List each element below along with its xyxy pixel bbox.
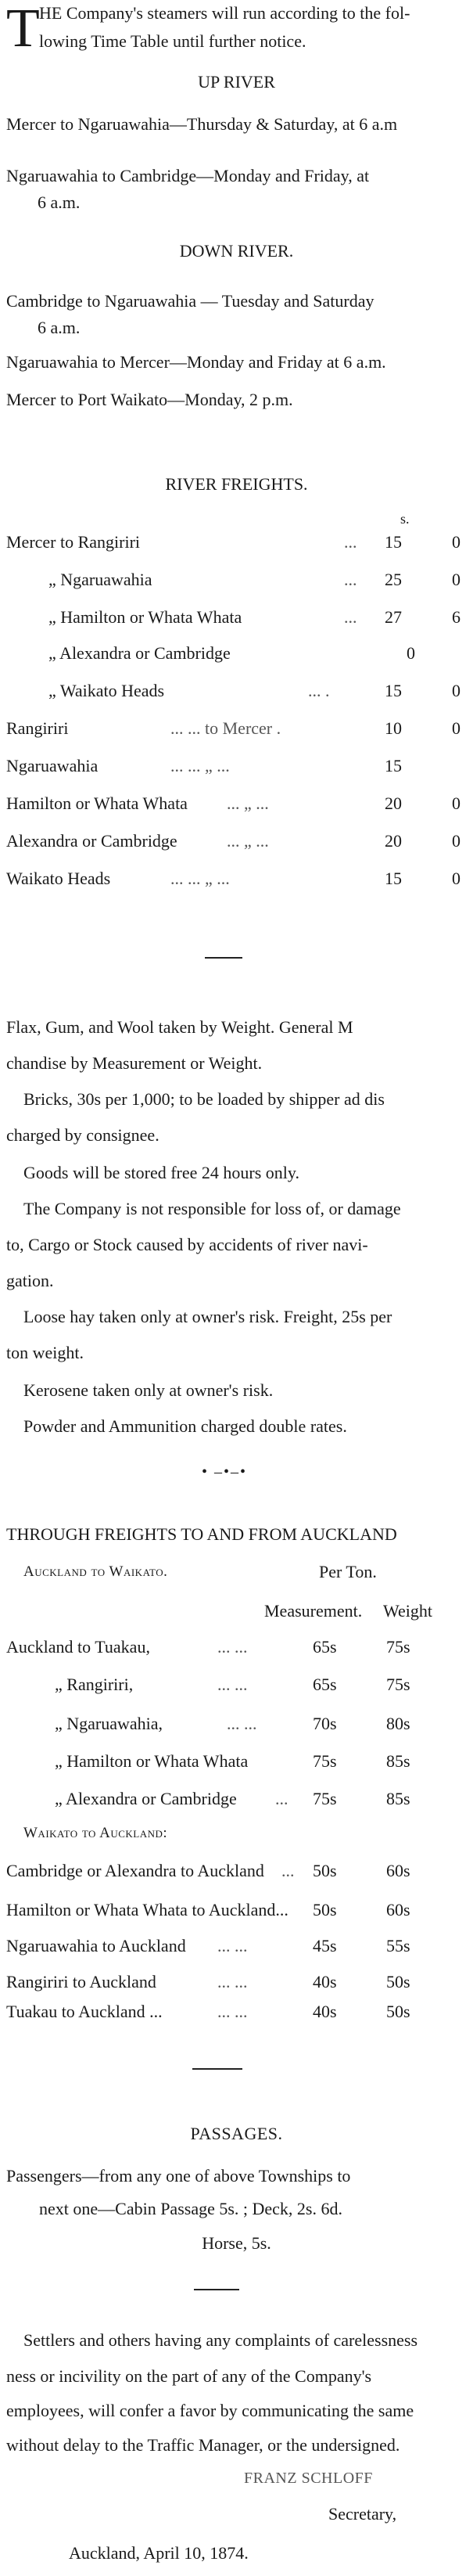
- passages-heading: PASSAGES.: [190, 2124, 283, 2143]
- leader-dots: ... .: [308, 681, 330, 700]
- notice-line: Bricks, 30s per 1,000; to be loaded by shipper ad dis: [23, 1089, 385, 1109]
- notice-line: Goods will be stored free 24 hours only.: [23, 1163, 299, 1182]
- leader-dots: ... ...: [227, 1714, 257, 1733]
- freight-value: 25: [385, 570, 402, 589]
- leader-dots: ...: [344, 570, 357, 589]
- measurement-column-header: Measurement.: [264, 1601, 363, 1621]
- route-label: Alexandra or Cambridge: [6, 831, 177, 851]
- leader-dots: ... „ ...: [227, 793, 269, 813]
- route-label: Rangiriri: [6, 718, 69, 738]
- route-label: Waikato Heads: [6, 869, 111, 888]
- notice-line: The Company is not responsible for loss of, or damage: [23, 1199, 401, 1218]
- leader-dots: ... ...: [217, 1675, 248, 1694]
- down-river-heading: DOWN RIVER.: [179, 241, 294, 261]
- through-freights-heading: THROUGH FREIGHTS TO AND FROM AUCKLAND: [6, 1524, 397, 1544]
- complaint-line: without delay to the Traffic Manager, or the undersigned.: [6, 2435, 400, 2455]
- passage-line: Horse, 5s.: [202, 2233, 271, 2253]
- waikato-to-auckland-subheading: Waikato to Auckland:: [23, 1825, 168, 1841]
- route-label: Tuakau to Auckland ...: [6, 2002, 163, 2021]
- section-rule: [194, 2289, 239, 2290]
- route-label: Hamilton or Whata Whata: [6, 793, 188, 813]
- measurement-rate: 65s: [313, 1637, 337, 1657]
- freight-end: 0: [452, 681, 460, 700]
- leader-dots: ...: [281, 1861, 295, 1880]
- weight-rate: 55s: [386, 1936, 410, 1955]
- freight-value: 15: [385, 869, 402, 888]
- route-label: Cambridge or Alexandra to Auckland: [6, 1861, 264, 1880]
- notice-line: ton weight.: [6, 1343, 84, 1362]
- weight-rate: 80s: [386, 1714, 410, 1733]
- weight-rate: 60s: [386, 1861, 410, 1880]
- ornament-divider: • –•–•: [202, 1463, 248, 1480]
- down-river-line: Cambridge to Ngaruawahia — Tuesday and Saturday: [6, 291, 374, 311]
- freight-end: 0: [452, 718, 460, 738]
- leader-dots: ... ... „ ...: [170, 756, 230, 775]
- leader-dots: ... „ ...: [227, 831, 269, 851]
- weight-rate: 75s: [386, 1637, 410, 1657]
- route-label: Mercer to Rangiriri: [6, 532, 141, 552]
- leader-dots: ... ...: [217, 1972, 248, 1991]
- down-river-line: Mercer to Port Waikato—Monday, 2 p.m.: [6, 390, 293, 409]
- route-label: „ Alexandra or Cambridge: [55, 1789, 237, 1808]
- signatory-title: Secretary,: [328, 2504, 397, 2524]
- measurement-rate: 75s: [313, 1751, 337, 1771]
- freight-end: 0: [452, 793, 460, 813]
- freight-value: 20: [385, 831, 402, 851]
- freight-end: 0: [452, 869, 460, 888]
- notice-line: Flax, Gum, and Wool taken by Weight. General M: [6, 1017, 353, 1037]
- drop-cap: T: [6, 0, 40, 59]
- route-label: „ Ngaruawahia,: [55, 1714, 163, 1733]
- freight-end: 0: [452, 831, 460, 851]
- freight-value: 10: [385, 718, 402, 738]
- weight-rate: 75s: [386, 1675, 410, 1694]
- measurement-rate: 40s: [313, 2002, 337, 2021]
- passage-line: next one—Cabin Passage 5s. ; Deck, 2s. 6d.: [39, 2199, 342, 2218]
- leader-dots: ... ... to Mercer .: [170, 718, 281, 738]
- up-river-line: Ngaruawahia to Cambridge—Monday and Friday, at: [6, 166, 370, 185]
- route-label: Rangiriri to Auckland: [6, 1972, 156, 1991]
- shillings-unit: s.: [400, 511, 410, 527]
- notice-line: Loose hay taken only at owner's risk. Freight, 25s per: [23, 1307, 392, 1326]
- measurement-rate: 65s: [313, 1675, 337, 1694]
- freight-value: 27: [385, 607, 402, 627]
- route-label: Hamilton or Whata Whata to Auckland...: [6, 1900, 288, 1919]
- measurement-rate: 50s: [313, 1900, 337, 1919]
- route-label: „ Waikato Heads: [48, 681, 165, 700]
- freight-value: 20: [385, 793, 402, 813]
- route-label: „ Hamilton or Whata Whata: [55, 1751, 249, 1771]
- route-label: Ngaruawahia: [6, 756, 99, 775]
- section-rule: [192, 2068, 242, 2070]
- leader-dots: ... ...: [217, 2002, 248, 2021]
- leader-dots: ... ...: [217, 1637, 248, 1657]
- notice-line: chandise by Measurement or Weight.: [6, 1053, 263, 1073]
- notice-line: to, Cargo or Stock caused by accidents of river navi-: [6, 1235, 368, 1254]
- leader-dots: ... ... „ ...: [170, 869, 230, 888]
- route-label: Auckland to Tuakau,: [6, 1637, 150, 1657]
- measurement-rate: 45s: [313, 1936, 337, 1955]
- weight-rate: 60s: [386, 1900, 410, 1919]
- section-rule: [205, 957, 242, 959]
- route-label: „ Alexandra or Cambridge: [48, 643, 231, 663]
- intro-line-1: HE Company's steamers will run according to the fol-: [39, 3, 410, 23]
- complaint-line: Settlers and others having any complaints of carelessness: [23, 2330, 418, 2350]
- auckland-to-waikato-subheading: Auckland to Waikato.: [23, 1563, 168, 1580]
- river-freights-heading: RIVER FREIGHTS.: [165, 474, 308, 494]
- freight-end: 0: [452, 532, 460, 552]
- weight-column-header: Weight: [383, 1601, 432, 1621]
- leader-dots: ...: [344, 607, 357, 627]
- complaint-line: employees, will confer a favor by communicating the same: [6, 2401, 414, 2420]
- freight-value: 15: [385, 532, 402, 552]
- route-label: „ Rangiriri,: [55, 1675, 134, 1694]
- weight-rate: 85s: [386, 1751, 410, 1771]
- passage-line: Passengers—from any one of above Townships to: [6, 2166, 351, 2186]
- leader-dots: ... ...: [217, 1936, 248, 1955]
- freight-end: 6: [452, 607, 460, 627]
- per-ton-label: Per Ton.: [319, 1562, 377, 1581]
- intro-line-2: lowing Time Table until further notice.: [39, 31, 306, 51]
- weight-rate: 85s: [386, 1789, 410, 1808]
- complaint-line: ness or incivility on the part of any of the Company's: [6, 2366, 372, 2386]
- up-river-line: 6 a.m.: [38, 192, 81, 212]
- down-river-line: 6 a.m.: [38, 318, 81, 337]
- up-river-line: Mercer to Ngaruawahia—Thursday & Saturday, at 6 a.m: [6, 114, 398, 134]
- notice-line: gation.: [6, 1271, 54, 1290]
- freight-end: 0: [452, 570, 460, 589]
- measurement-rate: 40s: [313, 1972, 337, 1991]
- weight-rate: 50s: [386, 1972, 410, 1991]
- notice-line: charged by consignee.: [6, 1125, 159, 1145]
- measurement-rate: 50s: [313, 1861, 337, 1880]
- place-and-date: Auckland, April 10, 1874.: [69, 2543, 249, 2563]
- notice-line: Powder and Ammunition charged double rates.: [23, 1416, 347, 1436]
- signatory-name: FRANZ SCHLOFF: [244, 2470, 373, 2487]
- route-label: „ Hamilton or Whata Whata: [48, 607, 242, 627]
- route-label: „ Ngaruawahia: [48, 570, 152, 589]
- freight-value: 15: [385, 681, 402, 700]
- up-river-heading: UP RIVER: [198, 72, 275, 92]
- measurement-rate: 75s: [313, 1789, 337, 1808]
- route-label: Ngaruawahia to Auckland: [6, 1936, 186, 1955]
- freight-value: 15: [385, 756, 402, 775]
- measurement-rate: 70s: [313, 1714, 337, 1733]
- leader-dots: ...: [344, 532, 357, 552]
- leader-dots: ...: [275, 1789, 288, 1808]
- freight-end: 0: [407, 643, 415, 663]
- notice-line: Kerosene taken only at owner's risk.: [23, 1380, 274, 1400]
- down-river-line: Ngaruawahia to Mercer—Monday and Friday at 6 a.m.: [6, 352, 386, 372]
- weight-rate: 50s: [386, 2002, 410, 2021]
